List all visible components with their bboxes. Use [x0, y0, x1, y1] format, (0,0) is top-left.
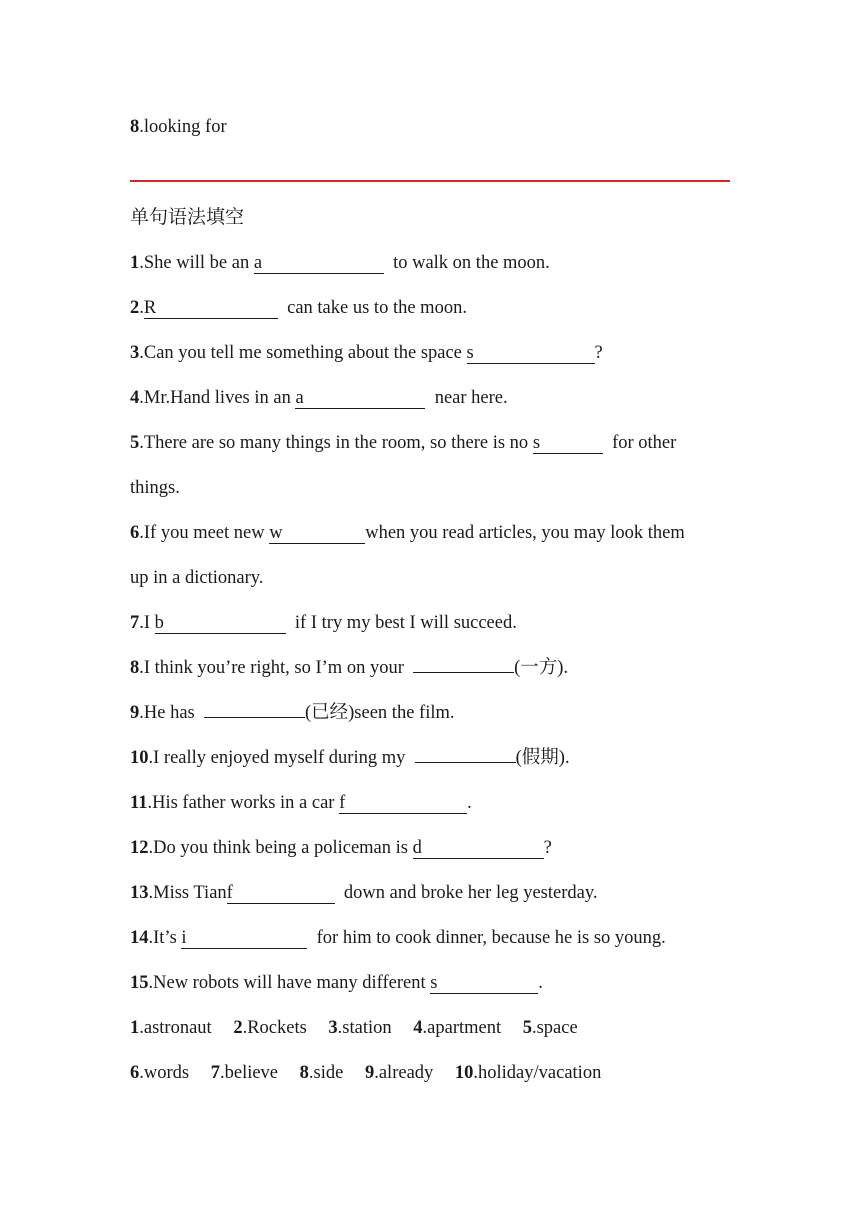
answer-item: 3.station	[328, 1018, 392, 1038]
prev-item-8	[130, 115, 227, 139]
question-15: 15.New robots will have many different s .	[130, 973, 543, 993]
answer-item: 6.words	[130, 1063, 190, 1083]
answer-blank[interactable]: a	[295, 388, 425, 409]
answer-blank[interactable]: b	[155, 613, 286, 634]
item-number: 8	[130, 117, 140, 137]
answer-blank[interactable]: w	[269, 523, 365, 544]
question-6: 6.If you meet new w when you read articles, you may look them	[130, 523, 685, 543]
answer-blank[interactable]: i	[181, 928, 307, 949]
answer-item: 4.apartment	[413, 1018, 502, 1038]
question-3: 3.Can you tell me something about the space s ?	[130, 343, 603, 363]
question-7: 7.I b if I try my best I will succeed.	[130, 613, 517, 633]
question-11: 11.His father works in a car f .	[130, 793, 472, 813]
section-divider	[130, 180, 730, 182]
item-text: .looking for	[139, 117, 227, 137]
question-9: 9.He has (已经)seen the film.	[130, 703, 455, 723]
answer-blank[interactable]: s	[430, 973, 538, 994]
question-10: 10.I really enjoyed myself during my (假期).	[130, 748, 570, 768]
answer-item: 7.believe	[210, 1063, 279, 1083]
question-8: 8.I think you’re right, so I’m on your (一方).	[130, 658, 569, 678]
answer-item: 5.space	[522, 1018, 578, 1038]
answer-item: 8.side	[299, 1063, 344, 1083]
answer-item: 10.holiday/vacation	[454, 1063, 602, 1083]
question-12: 12.Do you think being a policeman is d ?	[130, 838, 552, 858]
answer-item: 1.astronaut	[130, 1018, 212, 1038]
answer-blank[interactable]: s	[467, 343, 595, 364]
answer-item: 9.already	[364, 1063, 434, 1083]
answer-blank[interactable]: f	[339, 793, 467, 814]
answers-row-2	[130, 1061, 618, 1085]
answer-blank[interactable]: f	[227, 883, 335, 904]
question-5: 5.There are so many things in the room, so there is no s for other	[130, 433, 677, 453]
answer-blank[interactable]: a	[254, 253, 384, 274]
question-2: 2.R can take us to the moon.	[130, 298, 467, 318]
answers-row-1	[130, 1016, 595, 1040]
question-4: 4.Mr.Hand lives in an a near here.	[130, 388, 508, 408]
answer-blank[interactable]: R	[144, 298, 278, 319]
answer-blank[interactable]: d	[413, 838, 544, 859]
question-1: 1.She will be an a to walk on the moon.	[130, 253, 550, 273]
answer-blank[interactable]: s	[533, 433, 603, 454]
section-title: 单句语法填空	[130, 206, 245, 228]
answer-blank[interactable]	[204, 701, 305, 718]
question-6-continued: up in a dictionary.	[130, 568, 264, 588]
answer-blank[interactable]	[413, 656, 514, 673]
answer-blank[interactable]	[415, 746, 516, 763]
question-5-continued: things.	[130, 478, 180, 498]
question-14: 14.It’s i for him to cook dinner, because he is so young.	[130, 928, 666, 948]
answer-item: 2.Rockets	[233, 1018, 307, 1038]
question-13: 13.Miss Tianf down and broke her leg yesterday.	[130, 883, 598, 903]
